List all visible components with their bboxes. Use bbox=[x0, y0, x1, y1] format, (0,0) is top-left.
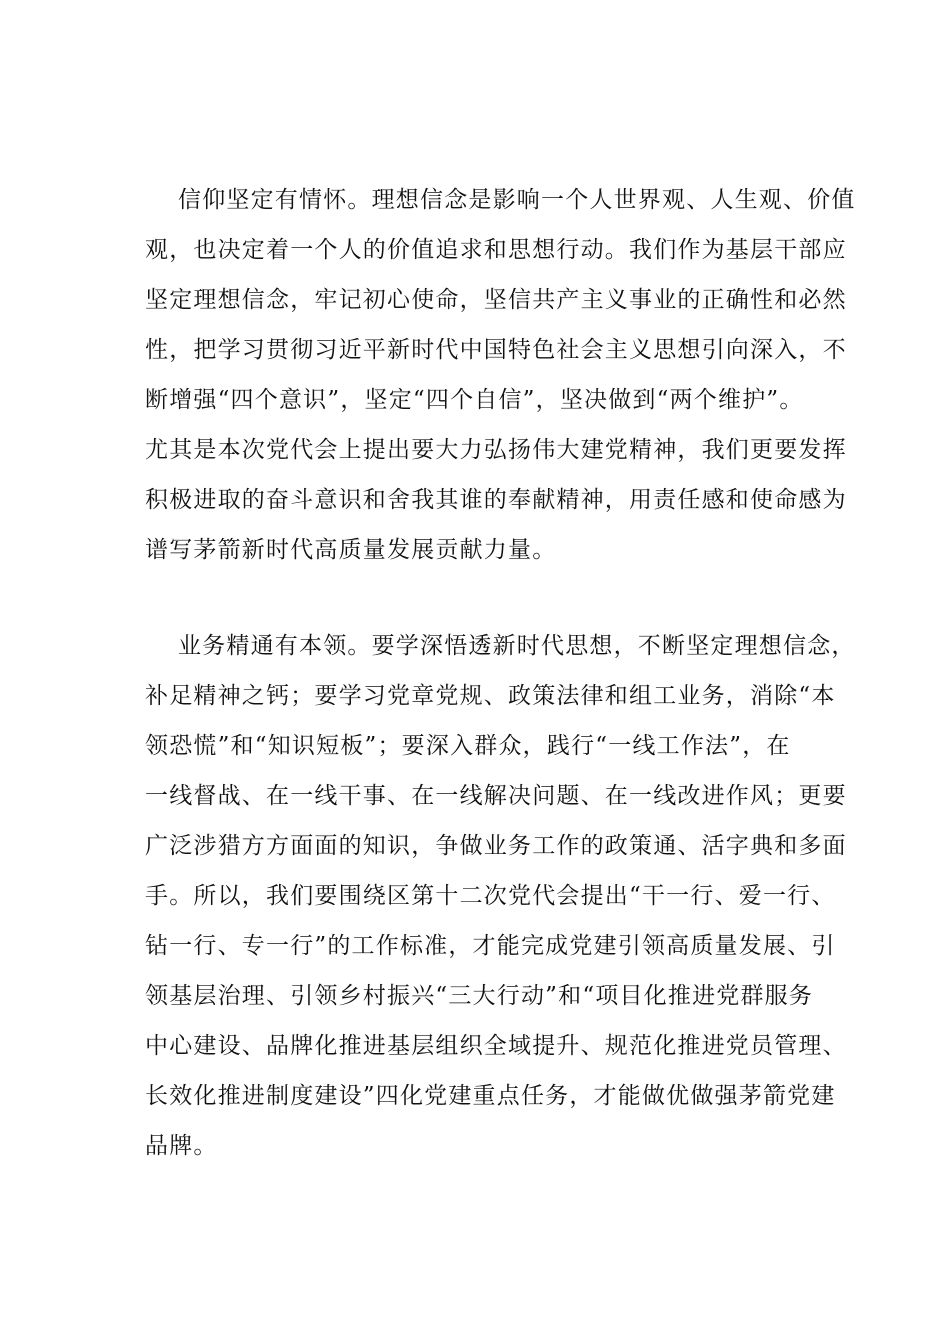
paragraph-line: 谱写茅箭新时代高质量发展贡献力量。 bbox=[145, 537, 557, 563]
paragraph-line: 一线督战、在一线干事、在一线解决问题、在一线改进作风；更要 bbox=[145, 783, 847, 809]
paragraph-line: 手。所以，我们要围绕区第十二次党代会提出“干一行、爱一行、 bbox=[145, 883, 836, 909]
paragraph-line: 尤其是本次党代会上提出要大力弘扬伟大建党精神，我们更要发挥 bbox=[145, 437, 847, 463]
paragraph-line: 性，把学习贯彻习近平新时代中国特色社会主义思想引向深入，不 bbox=[145, 337, 847, 363]
paragraph-line: 业务精通有本领。要学深悟透新时代思想，不断坚定理想信念， bbox=[178, 633, 856, 659]
paragraph-line: 观，也决定着一个人的价值追求和思想行动。我们作为基层干部应 bbox=[145, 237, 847, 263]
paragraph-line: 品牌。 bbox=[145, 1133, 218, 1159]
paragraph-line: 领基层治理、引领乡村振兴“三大行动”和“项目化推进党群服务 bbox=[145, 983, 814, 1009]
paragraph-line: 坚定理想信念，牢记初心使命，坚信共产主义事业的正确性和必然 bbox=[145, 287, 847, 313]
paragraph-line: 长效化推进制度建设”四化党建重点任务，才能做优做强茅箭党建 bbox=[145, 1083, 836, 1109]
paragraph-line: 中心建设、品牌化推进基层组织全域提升、规范化推进党员管理、 bbox=[145, 1033, 847, 1059]
paragraph-line: 领恐慌”和“知识短板”；要深入群众，践行“一线工作法”，在 bbox=[145, 733, 791, 759]
paragraph-faith bbox=[145, 175, 856, 575]
paragraph-line: 信仰坚定有情怀。理想信念是影响一个人世界观、人生观、价值 bbox=[178, 187, 856, 213]
paragraph-line: 钻一行、专一行”的工作标准，才能完成党建引领高质量发展、引 bbox=[145, 933, 836, 959]
paragraph-business-skill bbox=[145, 621, 856, 1171]
paragraph-line: 广泛涉猎方方面面的知识，争做业务工作的政策通、活字典和多面 bbox=[145, 833, 847, 859]
paragraph-line: 积极进取的奋斗意识和舍我其谁的奉献精神，用责任感和使命感为 bbox=[145, 487, 847, 513]
paragraph-line: 补足精神之钙；要学习党章党规、政策法律和组工业务，消除“本 bbox=[145, 683, 836, 709]
paragraph-line: 断增强“四个意识”，坚定“四个自信”，坚决做到“两个维护”。 bbox=[145, 387, 804, 413]
